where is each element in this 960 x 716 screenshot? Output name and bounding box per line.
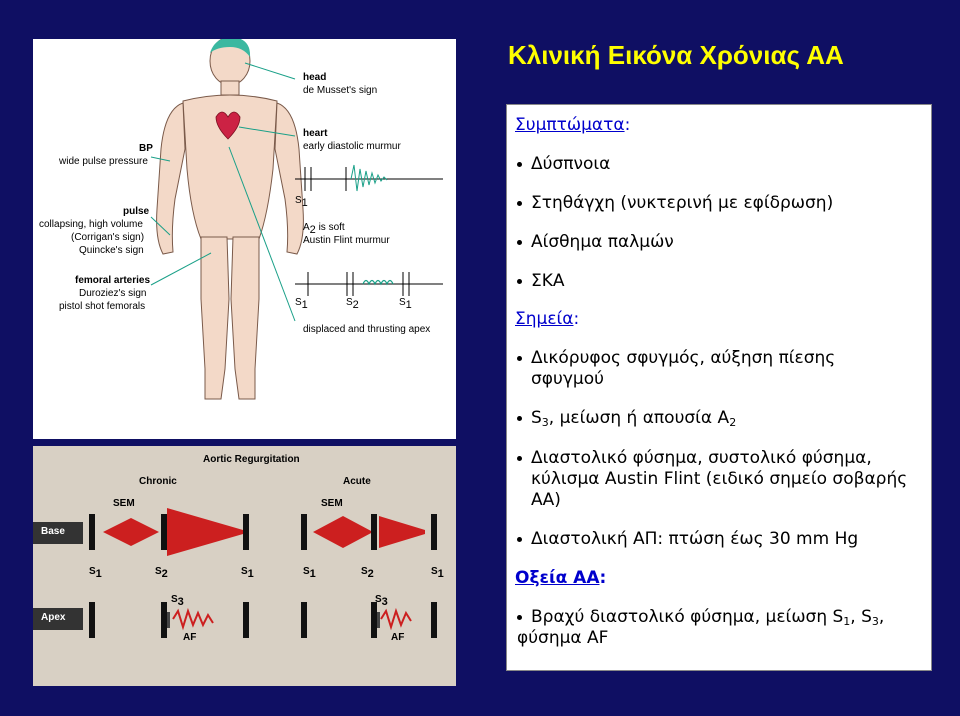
clinical-findings-text-box: Συμπτώματα: Δύσπνοια Στηθάγχη (νυκτερινή με εφίδρωση) Αίσθημα παλμών ΣΚΑ Σημεία: Δικόρυφος σφυγμός, αύξηση πίεσης σφυγμού $S_3$, μείωση ή απουσία $A_2$ Διαστολικό φύσημα, συστολικό φύσημα, κύλισμα Austin Flint (ειδικό σημείο σοβαρής ΑΑ) Διαστολική ΑΠ: πτώση έως 30 mm Hg Οξεία ΑΑ: Βραχύ διαστολικό φύσημα, μείωση $S_1$, $S_3$, φύσημα AF bbox=[506, 104, 932, 671]
pulse-label: pulse bbox=[123, 206, 150, 217]
collapsing-pulse-label: collapsing, high volume bbox=[39, 219, 143, 230]
austin-flint-murmur-label: Austin Flint murmur bbox=[303, 235, 390, 246]
slide-title: Κλινική Εικόνα Χρόνιας ΑΑ bbox=[508, 40, 844, 70]
s3-label-left: S3 bbox=[171, 594, 184, 608]
s1-label-2: S1 bbox=[241, 566, 254, 580]
acute-ar-heading: Οξεία ΑΑ: bbox=[515, 568, 607, 588]
apex-label: Apex bbox=[41, 612, 66, 623]
chronic-label: Chronic bbox=[139, 476, 177, 487]
s1-label-1: S1 bbox=[89, 566, 102, 580]
aortic-regurgitation-phono-panel bbox=[33, 446, 456, 686]
signs-heading: Σημεία: bbox=[515, 309, 580, 329]
s2-b-label: S2 bbox=[346, 297, 359, 311]
acute-label: Acute bbox=[343, 476, 371, 487]
early-diastolic-murmur-label: early diastolic murmur bbox=[303, 141, 401, 152]
s1-a-label: S1 bbox=[295, 297, 308, 311]
s1-c-label: S1 bbox=[399, 297, 412, 311]
s3-label-right: S3 bbox=[375, 594, 388, 608]
s2-label-2: S2 bbox=[361, 566, 374, 580]
duroziez-sign-label: Duroziez's sign bbox=[79, 288, 147, 299]
acute-item-continuation: φύσημα AF bbox=[517, 628, 609, 648]
bp-label: BP bbox=[139, 143, 153, 154]
sign-item-continuation: κύλισμα Austin Flint (ειδικό σημείο σοβαρής bbox=[531, 469, 908, 489]
phono-title: Aortic Regurgitation bbox=[203, 454, 300, 465]
head-label: head bbox=[303, 72, 327, 83]
de-musset-sign-label: de Musset's sign bbox=[303, 85, 378, 96]
wide-pulse-pressure-label: wide pulse pressure bbox=[59, 156, 148, 167]
body-figure-panel bbox=[33, 39, 456, 439]
apex-label: displaced and thrusting apex bbox=[303, 324, 431, 335]
base-label: Base bbox=[41, 526, 65, 537]
heart-label: heart bbox=[303, 128, 328, 139]
sem-right-label: SEM bbox=[321, 498, 343, 509]
s1-label-3: S1 bbox=[303, 566, 316, 580]
quincke-sign-label: Quincke's sign bbox=[79, 245, 144, 256]
symptoms-heading: Συμπτώματα: bbox=[515, 115, 631, 135]
af-label-left: AF bbox=[183, 632, 197, 643]
a2-soft-label: A2 is soft bbox=[303, 222, 345, 236]
sign-item-continuation: ΑΑ) bbox=[531, 490, 561, 510]
s1-label-4: S1 bbox=[431, 566, 444, 580]
sign-item-continuation: σφυγμού bbox=[531, 369, 604, 389]
s1-top-label: S1 bbox=[295, 195, 308, 209]
corrigan-sign-label: (Corrigan's sign) bbox=[71, 232, 145, 243]
femoral-arteries-label: femoral arteries bbox=[75, 275, 151, 286]
pistol-shot-femorals-label: pistol shot femorals bbox=[59, 301, 146, 312]
af-label-right: AF bbox=[391, 632, 405, 643]
sem-left-label: SEM bbox=[113, 498, 135, 509]
s2-label-1: S2 bbox=[155, 566, 168, 580]
